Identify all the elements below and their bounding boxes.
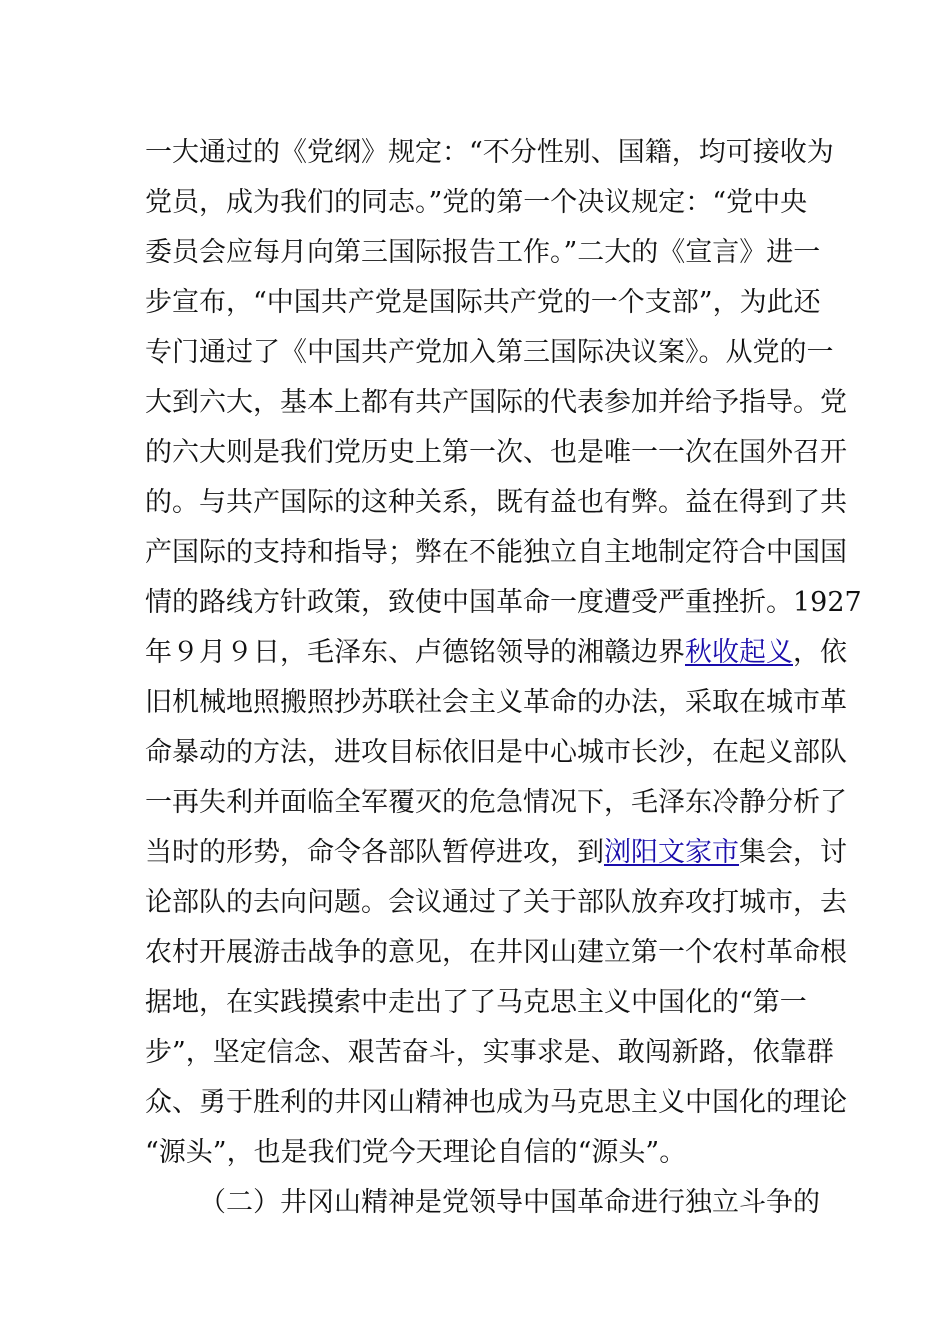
text-line [145,328,834,378]
link-liuyang-wenjiashi[interactable]: 浏阳文家市 [604,837,739,868]
text-segment: 年９月９日，毛泽东、卢德铭领导的湘赣边界 [145,637,685,668]
text-line [145,978,815,1028]
text-line [145,128,834,178]
text-segment: 的六大则是我们党历史上第一次、也是唯一一次在国外召开 [145,437,847,468]
text-segment: （二）井冈山精神是党领导中国革命进行独立斗争的 [199,1187,820,1218]
text-segment: 众、勇于胜利的井冈山精神也成为马克思主义中国化的理论 [145,1087,847,1118]
text-line [145,578,862,628]
text-line [145,1078,847,1128]
text-line [145,478,847,528]
text-line [145,678,847,728]
text-line [145,1128,815,1178]
text-line [145,178,815,228]
text-segment: 论部队的去向问题。会议通过了关于部队放弃攻打城市，去 [145,887,847,918]
text-segment: 集会，讨 [739,837,847,868]
text-segment: 党员，成为我们的同志。”党的第一个决议规定：“党中央 [145,187,808,218]
text-line [145,928,847,978]
text-segment: 农村开展游击战争的意见，在井冈山建立第一个农村革命根 [145,937,847,968]
text-segment: 产国际的支持和指导；弊在不能独立自主地制定符合中国国 [145,537,847,568]
text-segment: 命暴动的方法，进攻目标依旧是中心城市长沙，在起义部队 [145,737,847,768]
link-autumn-harvest-uprising[interactable]: 秋收起义 [685,637,793,668]
text-segment: 委员会应每月向第三国际报告工作。”二大的《宣言》进一 [145,237,821,268]
text-segment: ，依 [793,637,847,668]
text-line [145,728,847,778]
text-line [145,778,847,828]
text-segment: 一再失利并面临全军覆灭的危急情况下，毛泽东冷静分析了 [145,787,847,818]
text-line [145,428,847,478]
text-segment: 的。与共产国际的这种关系，既有益也有弊。益在得到了共 [145,487,847,518]
text-line [145,828,847,878]
text-segment: 步”，坚定信念、艰苦奋斗，实事求是、敢闯新路，依靠群 [145,1037,834,1068]
text-line [145,1028,834,1078]
text-line [145,228,821,278]
body-text [145,128,862,1228]
text-segment: “源头”，也是我们党今天理论自信的“源头”。 [145,1137,687,1168]
text-segment: 当时的形势，命令各部队暂停进攻，到 [145,837,604,868]
text-segment: 步宣布，“中国共产党是国际共产党的一个支部”，为此还 [145,287,821,318]
section-heading-line [145,1178,820,1228]
text-line [145,278,821,328]
text-segment: 大到六大，基本上都有共产国际的代表参加并给予指导。党 [145,387,847,418]
text-segment: 据地，在实践摸索中走出了了马克思主义中国化的“第一 [145,987,807,1018]
text-segment: 情的路线方针政策，致使中国革命一度遭受严重挫折。1927 [145,587,862,618]
text-line [145,528,847,578]
text-segment: 一大通过的《党纲》规定：“不分性别、国籍，均可接收为 [145,137,834,168]
text-segment: 旧机械地照搬照抄苏联社会主义革命的办法，采取在城市革 [145,687,847,718]
text-segment: 专门通过了《中国共产党加入第三国际决议案》。从党的一 [145,337,834,368]
text-line [145,628,847,678]
text-line [145,378,847,428]
text-line [145,878,847,928]
